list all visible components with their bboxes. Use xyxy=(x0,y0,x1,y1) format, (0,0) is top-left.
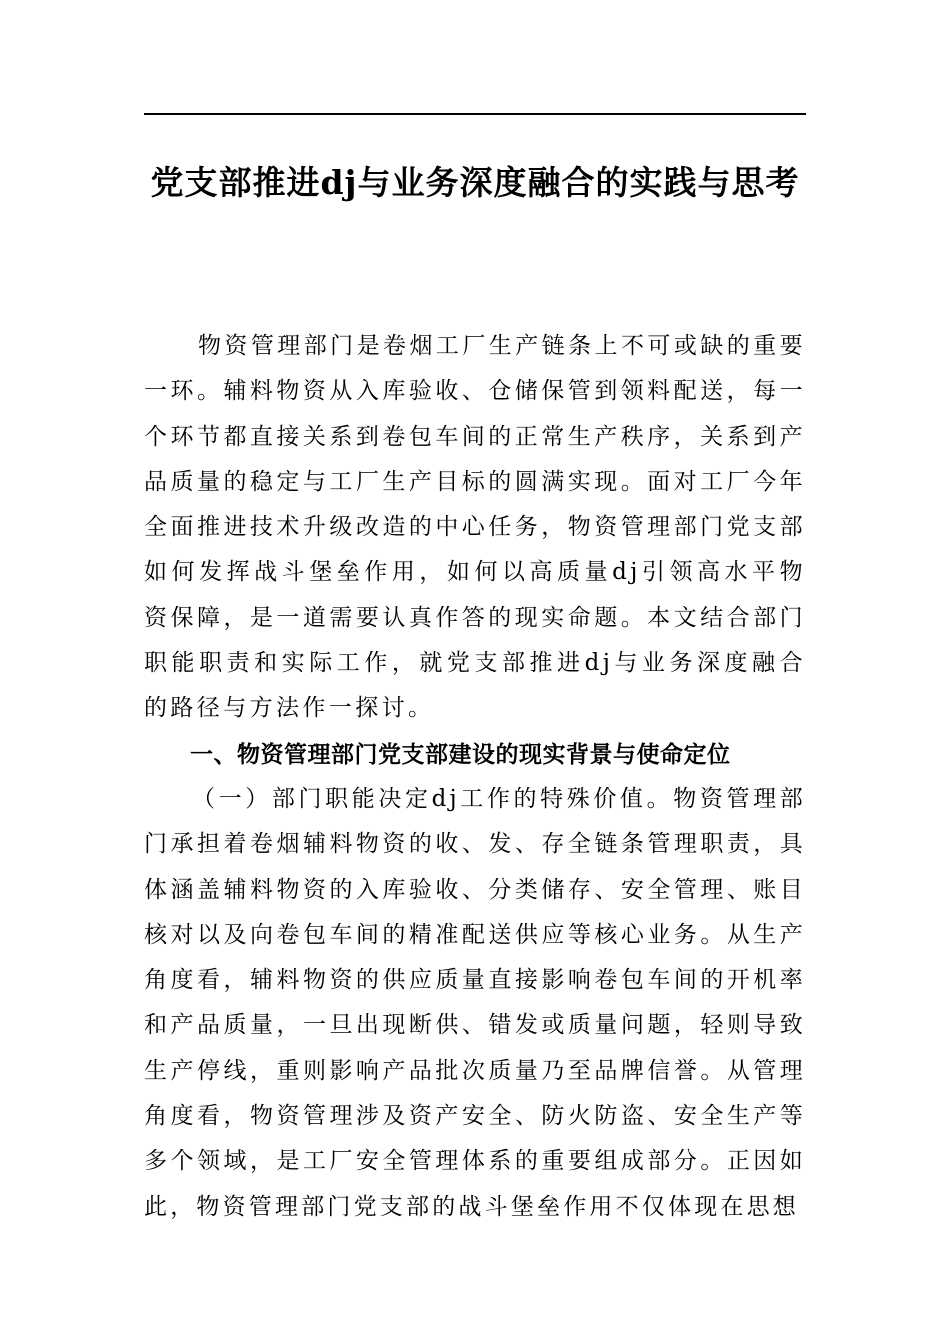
document-title: 党支部推进dj与业务深度融合的实践与思考 xyxy=(150,163,800,202)
header-rule xyxy=(144,113,806,115)
section-1-paragraph: （一）部门职能决定dj工作的特殊价值。物资管理部门承担着卷烟辅料物资的收、发、存全链条管理职责，具体涵盖辅料物资的入库验收、分类储存、安全管理、账目核对以及向卷包车间的精准配送供应等核心业务。从生产角度看，辅料物资的供应质量直接影响卷包车间的开机率和产品质量，一旦出现断供、错发或质量问题，轻则导致生产停线，重则影响产品批次质量乃至品牌信誉。从管理角度看，物资管理涉及资产安全、防火防盗、安全生产等多个领域，是工厂安全管理体系的重要组成部分。正因如此，物资管理部门党支部的战斗堡垒作用不仅体现在思想 xyxy=(144,786,806,1220)
section-heading-1: 一、物资管理部门党支部建设的现实背景与使命定位 xyxy=(190,741,731,768)
intro-paragraph: 物资管理部门是卷烟工厂生产链条上不可或缺的重要一环。辅料物资从入库验收、仓储保管到领料配送，每一个环节都直接关系到卷包车间的正常生产秩序，关系到产品质量的稳定与工厂生产目标的圆满实现。面对工厂今年全面推进技术升级改造的中心任务，物资管理部门党支部如何发挥战斗堡垒作用，如何以高质量dj引领高水平物资保障，是一道需要认真作答的现实命题。本文结合部门职能职责和实际工作，就党支部推进dj与业务深度融合的路径与方法作一探讨。 xyxy=(144,333,806,722)
